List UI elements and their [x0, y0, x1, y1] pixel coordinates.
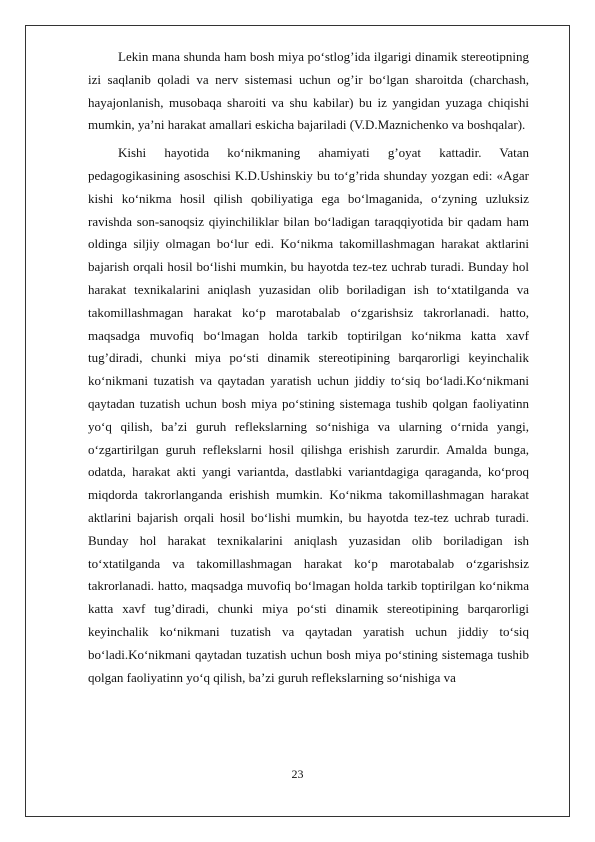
page-number: 23: [291, 767, 304, 781]
paragraph-2: Kishi hayotida ko‘nikmaning ahamiyati g’oyat kattadir. Vatan pedagogikasining asoschisi K.D.Ushinskiy bu to‘g’rida shunday yozgan edi: «Agar kishi ko‘nikma hosil qilish qobiliyatiga ega bo‘lmaganida, o‘zyning uzluksiz ravishda son-sanoqsiz qiyinchiliklar bilan bo‘ladigan taraqqiyotida bir qadam ham oldinga siljiy olmagan bo‘lur edi. Ko‘nikma takomillashmagan harakat aktlarini bajarish orqali hosil bo‘lishi mumkin, bu hayotda tez-tez uchrab turadi. Bunday hol harakat texnikalarini aniqlash yuzasidan olib boriladigan ish to‘xtatilganda va takomillashmagan harakat ko‘p marotabalab o‘zgarishsiz takrorlanadi. hatto, maqsadga muvofiq bo‘lmagan holda tarkib toptirilgan ko‘nikma katta xavf tug’diradi, chunki miya po‘sti dinamik stereotipining barqarorligi keyinchalik ko‘nikmani tuzatish va qaytadan yaratish uchun jiddiy to‘siq bo‘ladi.Ko‘nikmani qaytadan tuzatish uchun bosh miya po‘stining sistemaga tushib qolgan faoliyatinn yo‘q qilish, ba’zi guruh reflekslarning so‘nishiga va ularning o‘rnida yangi, o‘zgartirilgan guruh reflekslarni hosil qilishga erishish zarurdir. Amalda bunga, odatda, harakat akti yangi variantda, dastlabki variantdagiga qaraganda, ko‘proq miqdorda takrorlanganda erishish mumkin. Ko‘nikma takomillashmagan harakat aktlarini bajarish orqali hosil bo‘lishi mumkin, bu hayotda tez-tez uchrab turadi. Bunday hol harakat texnikalarini aniqlash yuzasidan olib boriladigan ish to‘xtatilganda va takomillashmagan harakat ko‘p marotabalab o‘zgarishsiz takrorlanadi. hatto, maqsadga muvofiq bo‘lmagan holda tarkib toptirilgan ko‘nikma katta xavf tug’diradi, chunki miya po‘sti dinamik stereotipining barqarorligi keyinchalik ko‘nikmani tuzatish va qaytadan yaratish uchun jiddiy to‘siq bo‘ladi.Ko‘nikmani qaytadan tuzatish uchun bosh miya po‘stining sistemaga tushib qolgan faoliyatinn yo‘q qilish, ba’zi guruh reflekslarning so‘nishiga va: [88, 145, 529, 685]
paragraph-1: Lekin mana shunda ham bosh miya po‘stlog’ida ilgarigi dinamik stereotipning izi saqlanib qoladi va nerv sistemasi uchun og’ir bo‘lgan sharoitda (charchash, hayajonlanish, musobaqa sharoiti va shu kabilar) bu iz yangidan yuzaga chiqishi mumkin, ya’ni harakat amallari eskicha bajariladi (V.D.Maznichenko va boshqalar).: [88, 49, 529, 133]
document-body: [88, 46, 529, 694]
